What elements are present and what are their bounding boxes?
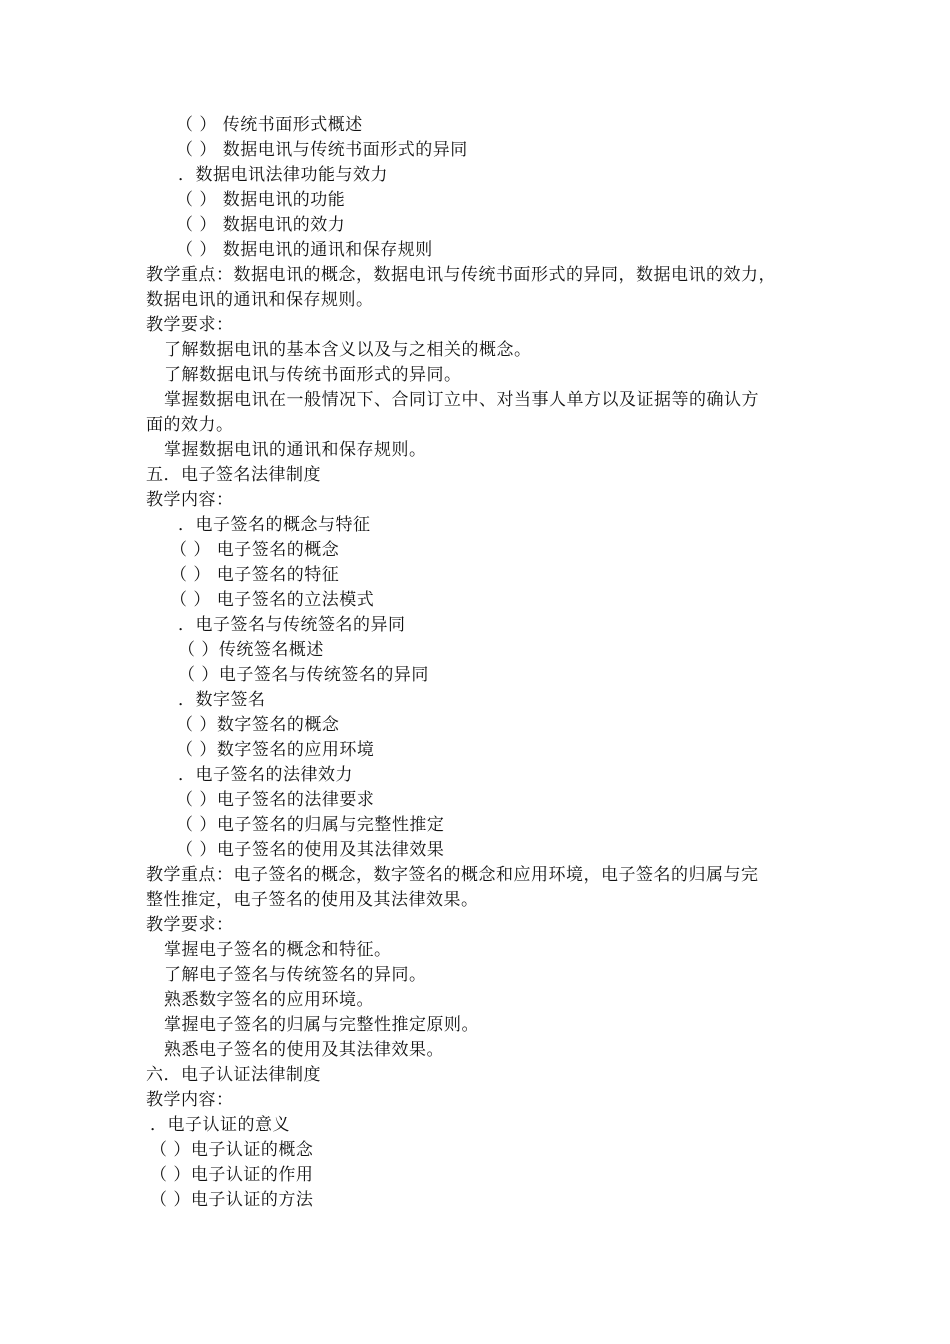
text-line: （ ） 数据电讯的功能 xyxy=(176,190,346,210)
text-line: 教学要求： xyxy=(146,915,234,935)
text-line: （ ） 电子签名的立法模式 xyxy=(170,590,375,610)
text-line: （ ）电子签名与传统签名的异同 xyxy=(178,665,429,685)
text-line: （ ） 数据电讯与传统书面形式的异同 xyxy=(176,140,468,160)
text-line: 面的效力。 xyxy=(146,415,234,435)
text-line: 了解数据电讯的基本含义以及与之相关的概念。 xyxy=(164,340,532,360)
text-line: 了解数据电讯与传统书面形式的异同。 xyxy=(164,365,462,385)
text-line: ．数字签名 xyxy=(178,690,266,710)
text-line: （ ） 数据电讯的效力 xyxy=(176,215,346,235)
text-line: ．数据电讯法律功能与效力 xyxy=(178,165,388,185)
text-line: 掌握电子签名的归属与完整性推定原则。 xyxy=(164,1015,479,1035)
text-line: ．电子签名的概念与特征 xyxy=(178,515,371,535)
text-line: 教学重点：数据电讯的概念，数据电讯与传统书面形式的异同，数据电讯的效力， xyxy=(146,265,776,285)
text-line: 掌握数据电讯在一般情况下、合同订立中、对当事人单方以及证据等的确认方 xyxy=(164,390,759,410)
text-line: （ ） 数据电讯的通讯和保存规则 xyxy=(176,240,433,260)
text-line: （ ）数字签名的应用环境 xyxy=(176,740,375,760)
text-line: 整性推定，电子签名的使用及其法律效果。 xyxy=(146,890,479,910)
section-heading: 五．电子签名法律制度 xyxy=(146,465,321,485)
text-line: （ ）电子认证的概念 xyxy=(150,1140,314,1160)
text-line: 教学重点：电子签名的概念，数字签名的概念和应用环境，电子签名的归属与完 xyxy=(146,865,759,885)
text-line: 数据电讯的通讯和保存规则。 xyxy=(146,290,374,310)
text-line: 教学内容： xyxy=(146,490,234,510)
text-line: 了解电子签名与传统签名的异同。 xyxy=(164,965,427,985)
text-line: （ ）传统签名概述 xyxy=(178,640,324,660)
text-line: ．电子签名的法律效力 xyxy=(178,765,353,785)
text-line: 掌握电子签名的概念和特征。 xyxy=(164,940,392,960)
text-line: （ ）电子认证的方法 xyxy=(150,1190,314,1210)
text-line: 教学内容： xyxy=(146,1090,234,1110)
text-line: 熟悉电子签名的使用及其法律效果。 xyxy=(164,1040,444,1060)
text-line: 掌握数据电讯的通讯和保存规则。 xyxy=(164,440,427,460)
text-line: （ ）电子签名的使用及其法律效果 xyxy=(176,840,445,860)
text-line: （ ）电子认证的作用 xyxy=(150,1165,314,1185)
text-line: （ ） 电子签名的特征 xyxy=(170,565,340,585)
text-line: （ ） 传统书面形式概述 xyxy=(176,115,363,135)
text-line: 熟悉数字签名的应用环境。 xyxy=(164,990,374,1010)
text-line: ．电子签名与传统签名的异同 xyxy=(178,615,406,635)
text-line: ．电子认证的意义 xyxy=(150,1115,290,1135)
text-line: （ ） 电子签名的概念 xyxy=(170,540,340,560)
text-line: 教学要求： xyxy=(146,315,234,335)
text-line: （ ）电子签名的法律要求 xyxy=(176,790,375,810)
text-line: （ ）数字签名的概念 xyxy=(176,715,340,735)
section-heading: 六．电子认证法律制度 xyxy=(146,1065,321,1085)
text-line: （ ）电子签名的归属与完整性推定 xyxy=(176,815,445,835)
